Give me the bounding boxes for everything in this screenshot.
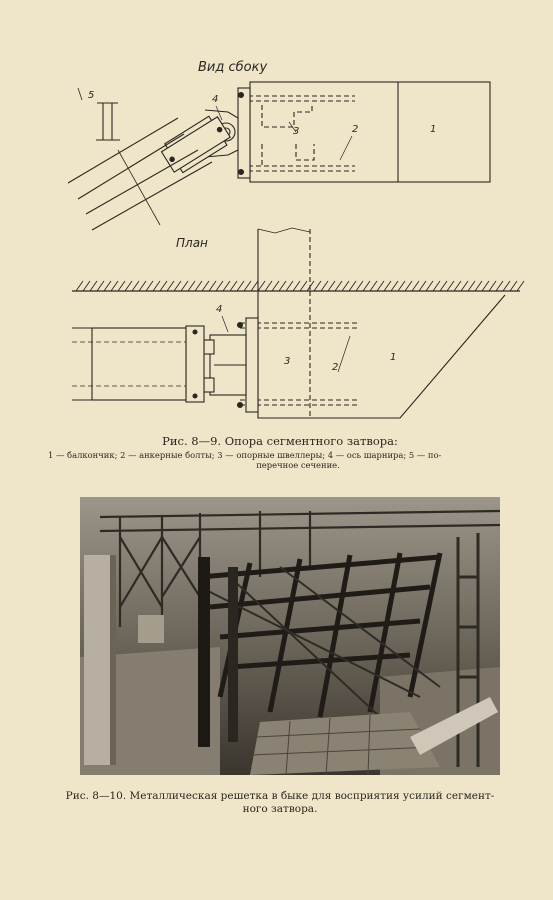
figure-8-9-caption: Рис. 8—9. Опора сегментного затвора: (162, 434, 398, 448)
legend-line-2: перечное сечение. (256, 460, 340, 470)
plan-view-title: План (176, 236, 208, 250)
label-2: 2 (352, 124, 359, 135)
side-view-title: Вид сбоку (198, 60, 268, 75)
plan-label-3: 3 (284, 356, 291, 367)
plan-label-4: 4 (216, 304, 223, 315)
pier-body (250, 82, 490, 182)
label-5: 5 (88, 90, 95, 101)
plan-view (72, 228, 524, 418)
figure-8-10-caption (50, 790, 510, 816)
plan-label-2: 2 (332, 362, 339, 373)
pier-outline (258, 291, 505, 418)
legend-line-1: 1 — балкончик; 2 — анкерные болты; 3 — опорные швеллеры; 4 — ось шарнира; 5 — по- (48, 450, 442, 460)
wall-hatching (76, 281, 524, 291)
plan-label-1: 1 (390, 352, 397, 363)
caption2-line-1: Рис. 8—10. Металлическая решетка в быке для восприятия усилий сегмент- (65, 790, 495, 802)
figure-8-9-legend (48, 450, 518, 470)
caption2-line-2: ного затвора. (242, 803, 318, 815)
label-1: 1 (430, 124, 437, 135)
cross-section-symbol (78, 88, 120, 140)
side-view (68, 82, 490, 230)
label-3: 3 (293, 126, 300, 137)
metal-grid-photo (80, 497, 500, 775)
hinge-plate (238, 88, 250, 178)
label-4: 4 (212, 94, 219, 105)
gate-support-drawing (0, 0, 553, 430)
